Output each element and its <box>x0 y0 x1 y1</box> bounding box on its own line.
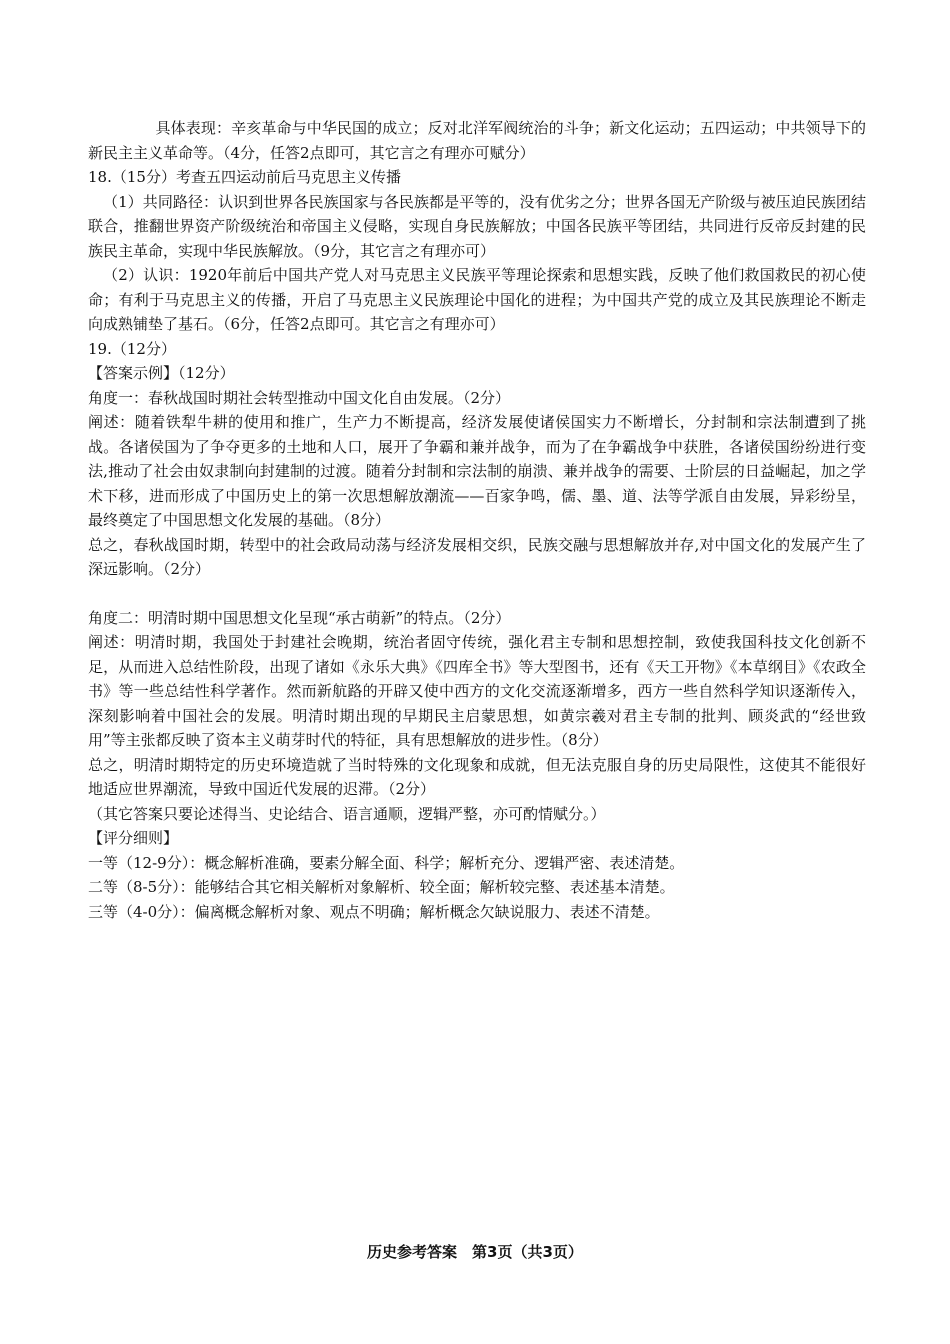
angle-1-conclusion: 总之，春秋战国时期，转型中的社会政局动荡与经济发展相交织，民族交融与思想解放并存,对中国文化的发展产生了深远影响。（2分） <box>88 535 866 578</box>
angle-1-title: 角度一：春秋战国时期社会转型推动中国文化自由发展。（2分） <box>88 388 511 407</box>
scoring-tier-1: 一等（12-9分）：概念解析准确，要素分解全面、科学；解析充分、逻辑严密、表述清楚。 <box>88 853 685 872</box>
other-answers-note: （其它答案只要论述得当、史论结合、语言通顺，逻辑严整，亦可酌情赋分。） <box>88 804 606 823</box>
angle-2-explanation: 阐述：明清时期，我国处于封建社会晚期，统治者固守传统，强化君主专制和思想控制，致使我国科技文化创新不足，从而进入总结性阶段，出现了诸如《永乐大典》《四库全书》等大型图书，还有《天工开物》《本草纲目》《农政全书》等一些总结性科学著作。然而新航路的开辟又使中西方的文化交流逐渐增多，西方一些自然科学知识逐渐传入，深刻影响着中国社会的发展。明清时期出现的早期民主启蒙思想，如黄宗羲对君主专制的批判、顾炎武的“经世致用”等主张都反映了资本主义萌芽时代的特征，具有思想解放的进步性。（8分） <box>88 633 866 749</box>
scoring-tier-2: 二等（8-5分）：能够结合其它相关解析对象解析、较全面；解析较完整、表述基本清楚。 <box>88 878 675 896</box>
angle-1-explanation: 阐述：随着铁犁牛耕的使用和推广，生产力不断提高，经济发展使诸侯国实力不断增长，分封制和宗法制遭到了挑战。各诸侯国为了争夺更多的土地和人口，展开了争霸和兼并战争，而为了在争霸战争中获胜，各诸侯国纷纷进行变法,推动了社会由奴隶制向封建制的过渡。随着分封制和宗法制的崩溃、兼并战争的需要、士阶层的日益崛起，加之学术下移，进而形成了中国历史上的第一次思想解放潮流——百家争鸣，儒、墨、道、法等学派自由发展，异彩纷呈，最终奠定了中国思想文化发展的基础。（8分） <box>88 413 866 529</box>
answer-example-heading: 【答案示例】（12分） <box>88 364 235 382</box>
angle-2-conclusion: 总之，明清时期特定的历史环境造就了当时特殊的文化现象和成就，但无法克服自身的历史局限性，这使其不能很好地适应世界潮流，导致中国近代发展的迟滞。（2分） <box>88 755 866 798</box>
question-18-part-1: （1）共同路径：认识到世界各民族国家与各民族都是平等的，没有优劣之分；世界各国无产阶级与被压迫民族团结联合，推翻世界资产阶级统治和帝国主义侵略，实现自身民族解放；中国各民族平等团结，共同进行反帝反封建的民族民主革命，实现中华民族解放。（9分，其它言之有理亦可） <box>88 192 866 260</box>
answer-document <box>88 116 866 924</box>
angle-2-title: 角度二：明清时期中国思想文化呈现“承古萌新”的特点。（2分） <box>88 608 511 627</box>
question-19-heading: 19.（12分） <box>88 339 176 358</box>
page-footer: 历史参考答案 第3页（共3页） <box>367 1243 583 1261</box>
paragraph-specific-performance: 具体表现：辛亥革命与中华民国的成立；反对北洋军阀统治的斗争；新文化运动；五四运动；中共领导下的新民主主义革命等。（4分，任答2点即可，其它言之有理亦可赋分） <box>88 119 866 162</box>
question-18-part-2: （2）认识：1920年前后中国共产党人对马克思主义民族平等理论探索和思想实践，反映了他们救国救民的初心使命；有利于马克思主义的传播，开启了马克思主义民族理论中国化的进程；为中国共产党的成立及其民族理论不断走向成熟铺垫了基石。（6分，任答2点即可。其它言之有理亦可） <box>88 266 866 333</box>
scoring-tier-3: 三等（4-0分）：偏离概念解析对象、观点不明确；解析概念欠缺说服力、表述不清楚。 <box>88 902 660 921</box>
question-18-heading: 18.（15分）考查五四运动前后马克思主义传播 <box>88 168 401 186</box>
spacer <box>88 582 866 606</box>
scoring-rules-heading: 【评分细则】 <box>88 829 179 847</box>
